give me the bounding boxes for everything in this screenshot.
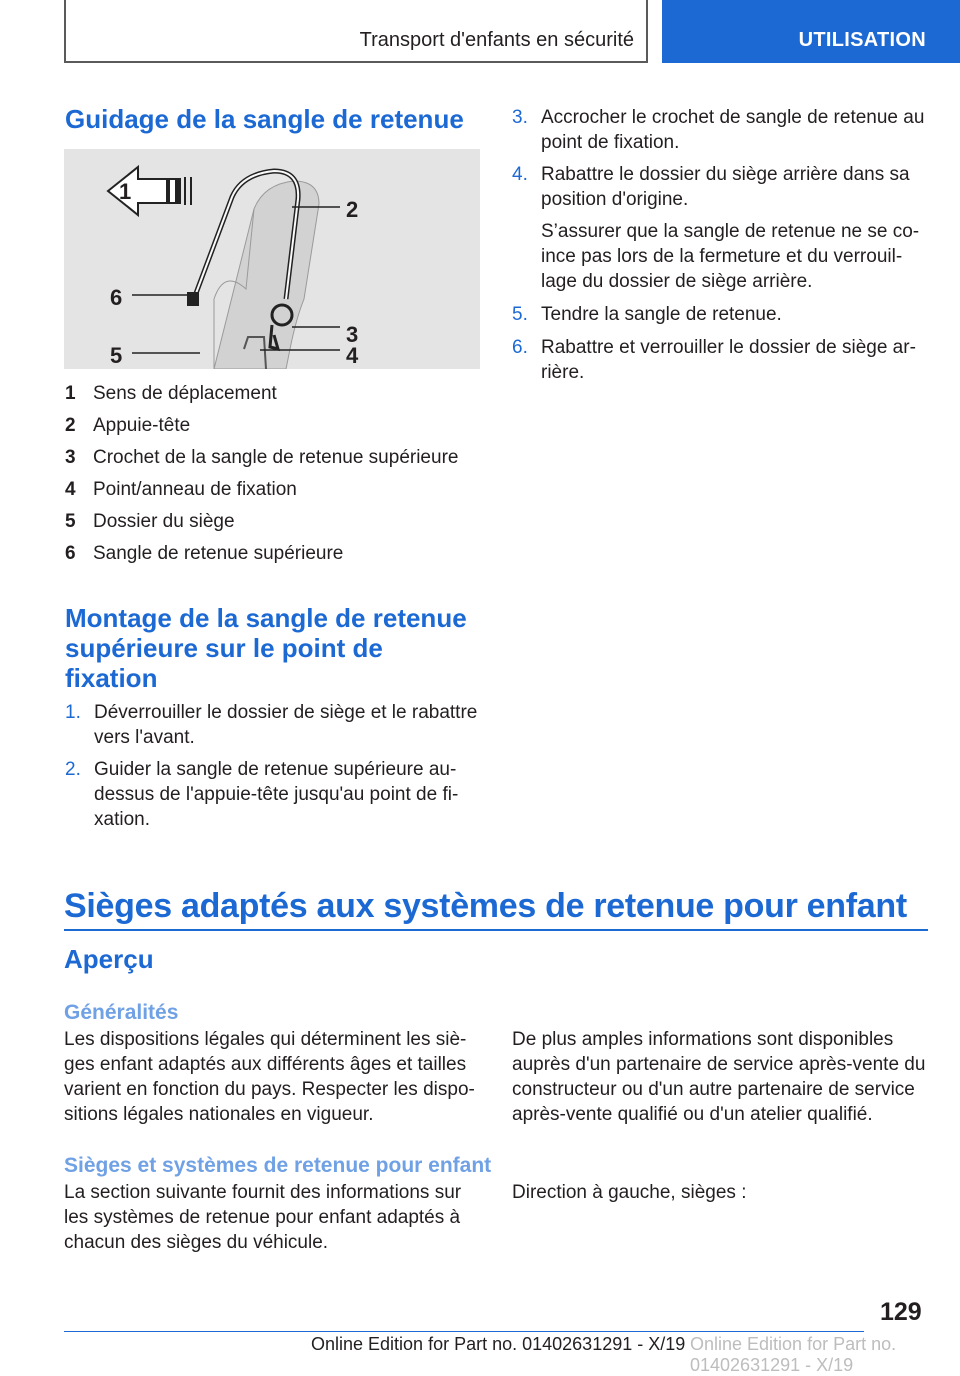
legend-item: 4 Point/anneau de fixation — [65, 479, 297, 500]
legend-item: 5 Dossier du siège — [65, 511, 235, 532]
legend-item: 6 Sangle de retenue supérieure — [65, 543, 344, 564]
legend-item: 1 Sens de déplacement — [65, 383, 277, 404]
page-number: 129 — [880, 1298, 922, 1326]
callout-2: 2 — [346, 197, 359, 222]
footer-rule — [64, 1331, 864, 1332]
chapter-title: Transport d'enfants en sécurité — [359, 29, 634, 51]
sieges-right-paragraph: Direction à gauche, sièges : — [512, 1182, 747, 1203]
header-chapter-box — [64, 0, 648, 63]
callout-4: 4 — [346, 343, 359, 368]
step-note: S’assurer que la sangle de retenue ne se co- ince pas lors de la fermeture et du verrouil- lage du dossier de siège arrière. — [541, 221, 920, 292]
callout-3: 3 — [346, 322, 359, 347]
step-item: 6. Rabattre et verrouiller le dossier de siège ar- rière. — [512, 337, 916, 383]
legend-item: 2 Appuie-tête — [65, 415, 191, 436]
step-item: 5. Tendre la sangle de retenue. — [512, 304, 782, 325]
step-item: 2. Guider la sangle de retenue supérieure au- dessus de l'appuie-tête jusqu'au point de fi- xation. — [65, 759, 459, 830]
section-heading-montage: Montage de la sangle de retenue supérieure sur le point de fixation — [65, 603, 467, 693]
legend-item: 3 Crochet de la sangle de retenue supérieure — [65, 447, 459, 468]
footer-edition: Online Edition for Part no. 01402631291 - X/19 — [311, 1334, 686, 1354]
chapter-heading: Sièges adaptés aux systèmes de retenue pour enfant — [64, 887, 907, 925]
sieges-left-paragraph: La section suivante fournit des informations sur les systèmes de retenue pour enfant adaptés à chacun des sièges du véhicule. — [64, 1182, 462, 1253]
section-tab-label: UTILISATION — [798, 29, 926, 51]
step-item: 3. Accrocher le crochet de sangle de retenue au point de fixation. — [512, 107, 925, 153]
step-item: 4. Rabattre le dossier du siège arrière dans sa position d'origine. — [512, 164, 910, 210]
subheading-sieges: Sièges et systèmes de retenue pour enfant — [64, 1154, 492, 1177]
subheading-apercu: Aperçu — [64, 944, 154, 974]
generalites-left-paragraph: Les dispositions légales qui déterminent les siè- ges enfant adaptés aux différents âges et tailles varient en fonction du pays. Respecter les dispo- sitions légales nationales en vigueur. — [64, 1029, 475, 1125]
chapter-heading-rule — [64, 929, 928, 931]
section-tab[interactable] — [662, 0, 960, 63]
subheading-generalites: Généralités — [64, 1001, 179, 1024]
step-item: 1. Déverrouiller le dossier de siège et le rabattre vers l'avant. — [65, 702, 478, 748]
callout-5: 5 — [110, 343, 123, 368]
callout-6: 6 — [110, 285, 123, 310]
callout-1: 1 — [119, 179, 132, 204]
generalites-right-paragraph: De plus amples informations sont disponibles auprès d'un partenaire de service après-vente du constructeur ou d'un autre partenaire de service après-vente qualifié ou d'un atelier qualifié. — [512, 1029, 926, 1125]
footer-watermark: Online Edition for Part no. 01402631291 - X/19 — [690, 1334, 897, 1375]
figure-headrest-strap — [64, 149, 480, 369]
section-heading-guidage: Guidage de la sangle de retenue — [65, 104, 464, 134]
